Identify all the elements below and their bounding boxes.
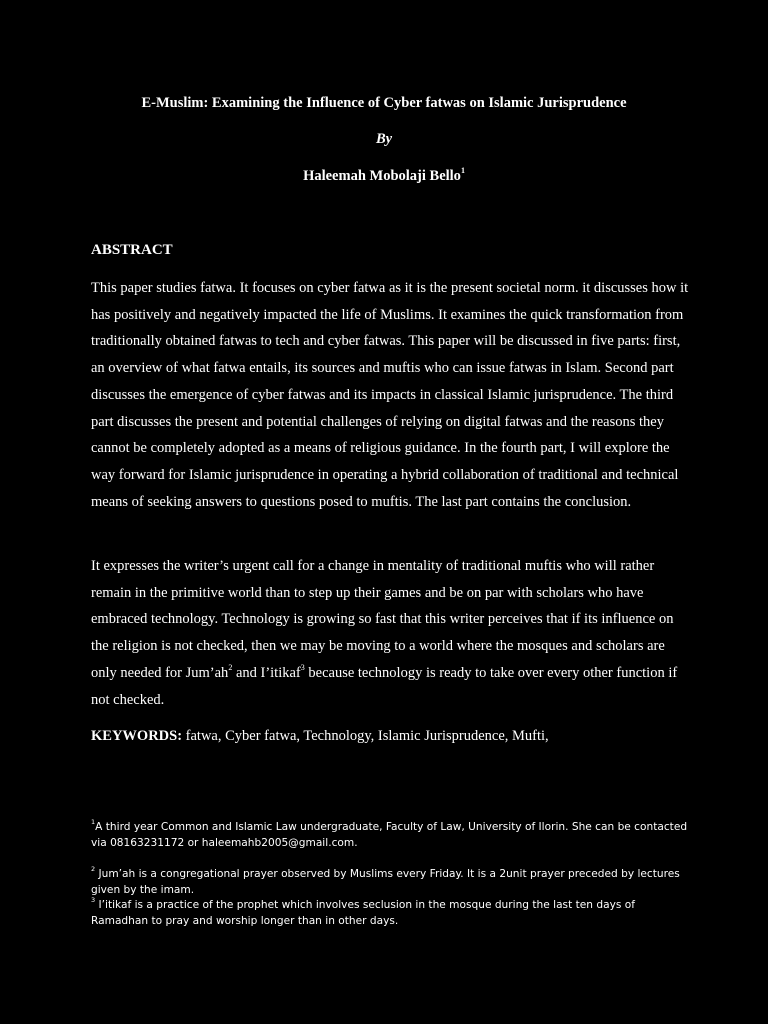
footnote-marker-1[interactable]: 1 [460,166,465,176]
author-name: Haleemah Mobolaji Bello [303,168,461,184]
keywords-line [91,727,691,745]
keywords-text: fatwa, Cyber fatwa, Technology, Islamic Jurisprudence, Mufti, [182,728,549,744]
footnote-marker-2[interactable]: 2 [228,662,233,672]
footnote-2 [91,867,691,898]
footnote-2-marker: 2 [91,865,96,874]
footnote-1 [91,820,691,851]
abstract-paragraph-2 [91,553,691,713]
paper-title: E-Muslim: Examining the Influence of Cyber fatwas on Islamic Jurisprudence [141,95,627,111]
paragraph-2-text-b: and I’itikaf [232,664,301,681]
paragraph-2-text-c: because technology is ready to take over every other function if not checked. [91,664,678,708]
abstract-paragraph-1: This paper studies fatwa. It focuses on cyber fatwa as it is the present societal norm. it discusses how it has positively and negatively impacted the life of Muslims. It examines the quick transformation from traditionally obtained fatwas to tech and cyber fatwas. This paper will be discussed in five parts: first, an overview of what fatwa entails, its sources and muftis who can issue fatwas in Islam. Second part discusses the emergence of cyber fatwas and its impacts in classical Islamic jurisprudence. The third part discusses the present and potential challenges of relying on digital fatwas and the reasons they cannot be completely adopted as a means of religious guidance. In the fourth part, I will explore the way forward for Islamic jurisprudence in operating a hybrid collaboration of traditional and technical means of seeking answers to questions posed to muftis. The last part contains the conclusion. [91,280,689,510]
footnote-1-marker: 1 [91,818,96,827]
footnote-2-text: Jum’ah is a congregational prayer observed by Muslims every Friday. It is a 2unit prayer preceded by lectures given by the imam. [91,868,680,896]
footnote-marker-3[interactable]: 3 [300,662,305,672]
footnote-1-text: A third year Common and Islamic Law undergraduate, Faculty of Law, University of Ilorin. She can be contacted via 08163231172 or haleemahb2005@gmail.com. [91,821,688,849]
byline: By [375,131,393,147]
abstract-heading: ABSTRACT [91,242,173,258]
paragraph-2-text-a: It expresses the writer’s urgent call for a change in mentality of traditional muftis who will rather remain in the primitive world than to step up their games and be on par with scholars who have embraced technology. Technology is growing so fast that this writer perceives that if its influence on the religion is not checked, then we may be moving to a world where the mosques and scholars are only needed for Jum’ah [91,558,674,681]
keywords-label: KEYWORDS: [91,728,183,744]
footnote-3-text: I’itikaf is a practice of the prophet which involves seclusion in the mosque during the last ten days of Ramadhan to pray and worship longer than in other days. [91,899,635,927]
footnote-3 [91,898,691,929]
author-line [0,167,768,185]
footnote-3-marker: 3 [91,896,96,905]
